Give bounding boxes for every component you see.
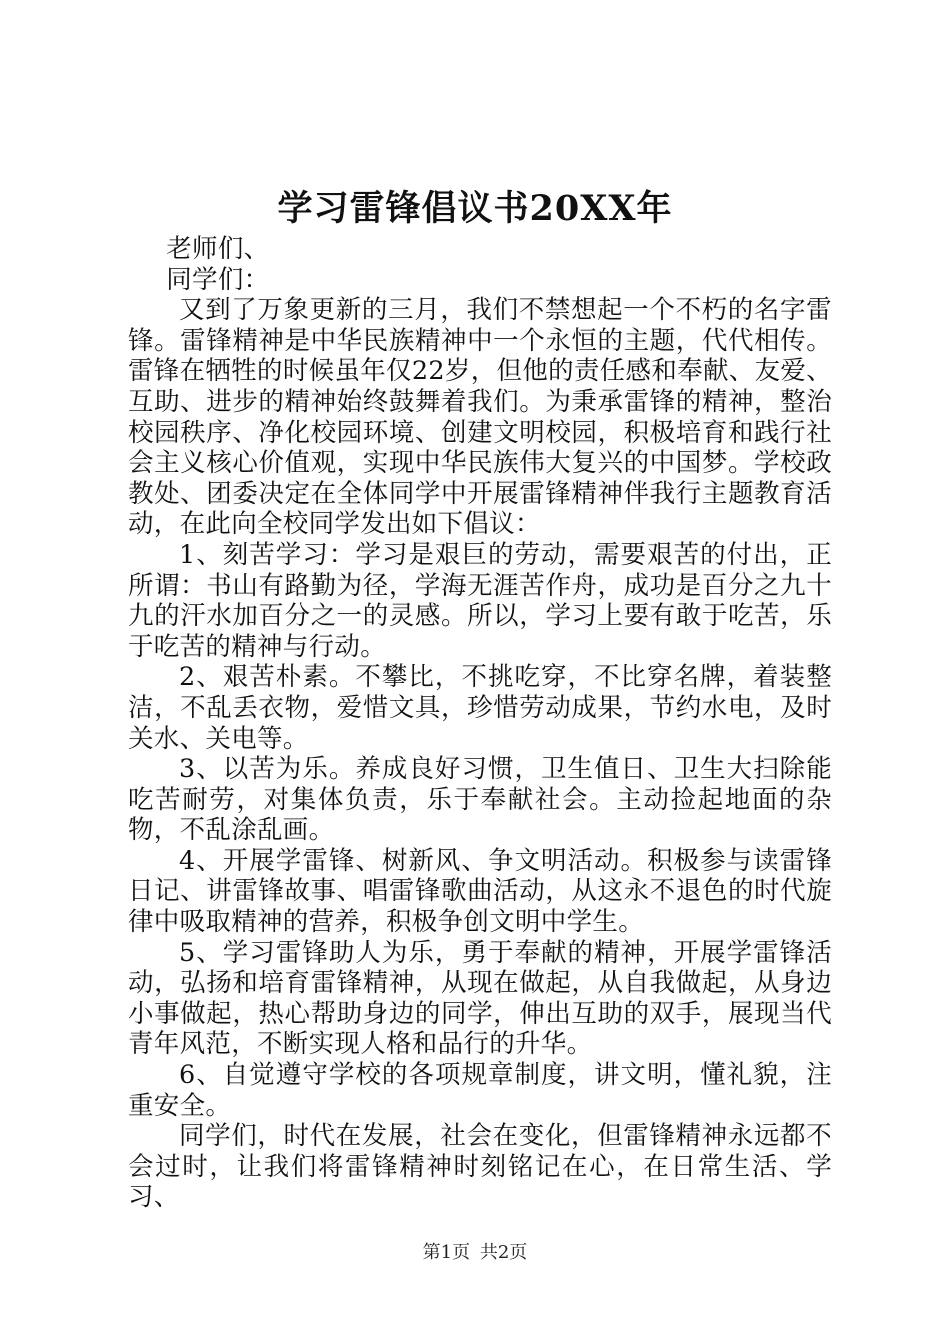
document-body: [128, 234, 832, 1213]
paragraph-item-2: 2、艰苦朴素。不攀比，不挑吃穿，不比穿名牌，着装整洁，不乱丢衣物，爱惜文具，珍惜劳动成果，节约水电，及时关水、关电等。: [128, 662, 832, 754]
page-total: 共2页: [479, 1242, 528, 1263]
salutation-teachers: 老师们、: [166, 234, 270, 264]
document-title: 学习雷锋倡议书20XX年: [277, 188, 673, 229]
paragraph-item-4: 4、开展学雷锋、树新风、争文明活动。积极参与读雷锋日记、讲雷锋故事、唱雷锋歌曲活动，从这永不退色的时代旋律中吸取精神的营养，积极争创文明中学生。: [128, 845, 832, 938]
paragraph-item-3: 3、以苦为乐。养成良好习惯，卫生值日、卫生大扫除能吃苦耐劳，对集体负责，乐于奉献社会。主动捡起地面的杂物，不乱涂乱画。: [128, 754, 832, 846]
salutation-students: 同学们：: [166, 264, 270, 295]
page-footer: [0, 1241, 950, 1265]
paragraph-item-6: 6、自觉遵守学校的各项规章制度，讲文明，懂礼貌，注重安全。: [128, 1060, 832, 1121]
paragraph-closing: 同学们，时代在发展，社会在变化，但雷锋精神永远都不会过时，让我们将雷锋精神时刻铭记在心，在日常生活、学习、: [128, 1121, 832, 1213]
paragraph-item-5: 5、学习雷锋助人为乐，勇于奉献的精神，开展学雷锋活动，弘扬和培育雷锋精神，从现在做起，从自我做起，从身边小事做起，热心帮助身边的同学，伸出互助的双手，展现当代青年风范，不断实现人格和品行的升华。: [128, 937, 832, 1060]
page-number: 第1页: [422, 1242, 471, 1263]
paragraph-intro: 又到了万象更新的三月，我们不禁想起一个不朽的名字雷锋。雷锋精神是中华民族精神中一个永恒的主题，代代相传。雷锋在牺牲的时候虽年仅22岁，但他的责任感和奉献、友爱、互助、进步的精神始终鼓舞着我们。为秉承雷锋的精神，整治校园秩序、净化校园环境、创建文明校园，积极培育和践行社会主义核心价值观，实现中华民族伟大复兴的中国梦。学校政教处、团委决定在全体同学中开展雷锋精神伴我行主题教育活动，在此向全校同学发出如下倡议：: [128, 295, 832, 540]
paragraph-item-1: 1、刻苦学习：学习是艰巨的劳动，需要艰苦的付出，正所谓：书山有路勤为径，学海无涯苦作舟，成功是百分之九十九的汗水加百分之一的灵感。所以，学习上要有敢于吃苦，乐于吃苦的精神与行动。: [128, 539, 832, 662]
